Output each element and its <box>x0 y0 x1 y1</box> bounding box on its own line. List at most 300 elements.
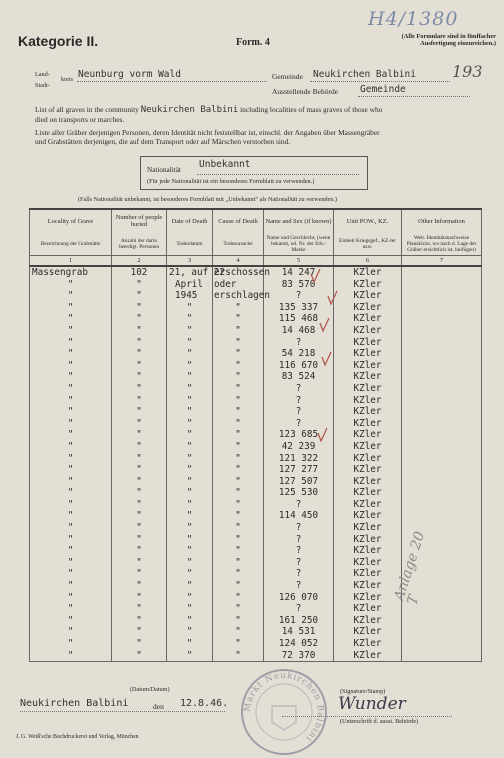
death-cause-cell: " <box>213 360 264 372</box>
other-info-cell <box>402 464 482 476</box>
buried-count-cell: " <box>112 615 167 627</box>
column-header-en: Unit POW., KZ. <box>334 209 402 232</box>
other-info-cell <box>402 371 482 383</box>
buried-count-cell: " <box>112 279 167 291</box>
death-date-cell: " <box>167 441 213 453</box>
land-label: Land- <box>35 71 50 78</box>
grave-locality-cell: " <box>30 383 112 395</box>
column-number: 2 <box>112 256 167 267</box>
buried-count-cell: " <box>112 592 167 604</box>
unit-cell: KZler <box>334 418 402 430</box>
death-date-cell: " <box>167 371 213 383</box>
grave-locality-cell: " <box>30 615 112 627</box>
footer-date: 12.8.46. <box>180 698 229 709</box>
red-check-mark <box>328 291 337 304</box>
death-date-cell: " <box>167 557 213 569</box>
unit-cell: KZler <box>334 325 402 337</box>
unit-cell: KZler <box>334 626 402 638</box>
death-date-cell: April <box>167 279 213 291</box>
unit-cell: KZler <box>334 395 402 407</box>
grave-locality-cell: " <box>30 487 112 499</box>
other-info-cell <box>402 348 482 360</box>
name-sex-cell: ? <box>264 406 334 418</box>
grave-locality-cell: " <box>30 395 112 407</box>
name-sex-cell: ? <box>264 557 334 569</box>
grave-locality-cell: " <box>30 626 112 638</box>
death-date-cell: " <box>167 360 213 372</box>
grave-locality-cell: " <box>30 313 112 325</box>
death-date-cell: " <box>167 337 213 349</box>
unit-cell: KZler <box>334 337 402 349</box>
grave-locality-cell: " <box>30 510 112 522</box>
name-sex-cell: 83 570 <box>264 279 334 291</box>
other-info-cell <box>402 279 482 291</box>
name-sex-cell: ? <box>264 499 334 511</box>
unit-cell: KZler <box>334 592 402 604</box>
buried-count-cell: " <box>112 534 167 546</box>
unit-cell: KZler <box>334 360 402 372</box>
name-sex-cell: 124 052 <box>264 638 334 650</box>
name-sex-cell: 14 531 <box>264 626 334 638</box>
buried-count-cell: " <box>112 406 167 418</box>
death-date-cell: " <box>167 499 213 511</box>
death-date-cell: " <box>167 545 213 557</box>
grave-locality-cell: " <box>30 476 112 488</box>
unit-cell: KZler <box>334 348 402 360</box>
grave-locality-cell: " <box>30 360 112 372</box>
name-sex-cell: ? <box>264 568 334 580</box>
column-header-en: Date of Death <box>167 209 213 232</box>
buried-count-cell: " <box>112 360 167 372</box>
buried-count-cell: " <box>112 429 167 441</box>
column-number: 5 <box>264 256 334 267</box>
buried-count-cell: " <box>112 418 167 430</box>
death-date-cell: " <box>167 464 213 476</box>
unit-cell: KZler <box>334 313 402 325</box>
unit-cell: KZler <box>334 603 402 615</box>
buried-count-cell: " <box>112 557 167 569</box>
name-sex-cell: 14 247 <box>264 266 334 279</box>
grave-locality-cell: " <box>30 545 112 557</box>
name-sex-cell: 83 524 <box>264 371 334 383</box>
grave-locality-cell: " <box>30 348 112 360</box>
death-cause-cell: oder <box>213 279 264 291</box>
grave-locality-cell: " <box>30 337 112 349</box>
other-info-cell <box>402 638 482 650</box>
grave-locality-cell: " <box>30 580 112 592</box>
kreis-line <box>77 81 267 82</box>
grave-locality-cell: " <box>30 453 112 465</box>
column-number: 1 <box>30 256 112 267</box>
footer-signed-label: (Unterschrift d. ausst. Behörde) <box>340 718 419 725</box>
table-row <box>30 337 482 349</box>
column-header-de: Todesdatum <box>167 232 213 256</box>
buried-count-cell: " <box>112 522 167 534</box>
column-header-en: Cause of Death <box>213 209 264 232</box>
unit-cell: KZler <box>334 383 402 395</box>
name-sex-cell: ? <box>264 534 334 546</box>
death-cause-cell: " <box>213 325 264 337</box>
death-cause-cell: " <box>213 476 264 488</box>
unit-cell: KZler <box>334 487 402 499</box>
other-info-cell <box>402 313 482 325</box>
death-cause-cell: " <box>213 534 264 546</box>
name-sex-cell: 114 450 <box>264 510 334 522</box>
table-row <box>30 453 482 465</box>
copy-note <box>344 33 496 47</box>
column-header-de: Anzahl der darin beerdigt. Personen <box>112 232 167 256</box>
name-sex-cell: 54 218 <box>264 348 334 360</box>
nationality-label: Nationalität <box>147 166 181 174</box>
death-cause-cell: " <box>213 522 264 534</box>
grave-locality-cell: " <box>30 441 112 453</box>
buried-count-cell: " <box>112 638 167 650</box>
other-info-cell <box>402 441 482 453</box>
death-cause-cell: " <box>213 429 264 441</box>
table-row <box>30 615 482 627</box>
intro-english <box>35 105 382 124</box>
table-row <box>30 650 482 662</box>
footer-signature-label: (Signature/Stamp) <box>340 688 386 695</box>
name-sex-cell: ? <box>264 337 334 349</box>
name-sex-cell: ? <box>264 383 334 395</box>
other-info-cell <box>402 429 482 441</box>
grave-locality-cell: " <box>30 592 112 604</box>
stadt-label: Stadt- <box>35 82 50 89</box>
column-header-en: Other Information <box>402 209 482 232</box>
unit-cell: KZler <box>334 290 402 302</box>
death-cause-cell: " <box>213 510 264 522</box>
gemeinde-value: Neukirchen Balbini <box>313 69 416 80</box>
intro-german-line2: und Grabstätten derjenigen, die auf dem Transport oder auf Märschen verstorben sind. <box>35 137 291 146</box>
column-header-en: Locality of Grave <box>30 209 112 232</box>
nationality-box <box>140 156 368 190</box>
grave-locality-cell: " <box>30 464 112 476</box>
kreis-label: kreis <box>61 76 74 83</box>
grave-locality-cell: " <box>30 406 112 418</box>
grave-locality-cell: " <box>30 290 112 302</box>
other-info-cell <box>402 499 482 511</box>
intro-german <box>35 128 380 146</box>
footer-date-label: (Datum/Datum) <box>130 686 170 693</box>
name-sex-cell: ? <box>264 580 334 592</box>
death-date-cell: " <box>167 383 213 395</box>
death-date-cell: " <box>167 325 213 337</box>
grave-locality-cell: " <box>30 499 112 511</box>
death-cause-cell: " <box>213 406 264 418</box>
name-sex-cell: 42 239 <box>264 441 334 453</box>
name-sex-cell: 115 468 <box>264 313 334 325</box>
other-info-cell <box>402 476 482 488</box>
buried-count-cell: " <box>112 302 167 314</box>
column-number: 7 <box>402 256 482 267</box>
other-info-cell <box>402 487 482 499</box>
death-date-cell: " <box>167 568 213 580</box>
grave-locality-cell: " <box>30 603 112 615</box>
table-row <box>30 290 482 302</box>
death-cause-cell: " <box>213 453 264 465</box>
grave-locality-cell: " <box>30 522 112 534</box>
death-cause-cell: " <box>213 650 264 662</box>
death-date-cell: " <box>167 603 213 615</box>
buried-count-cell: " <box>112 313 167 325</box>
death-date-cell: " <box>167 406 213 418</box>
death-date-cell: " <box>167 580 213 592</box>
intro-german-line1: Liste aller Gräber derjenigen Personen, deren Identität nicht feststellbar ist, einschl. der Angaben über Massengräber <box>35 128 380 137</box>
table-row <box>30 429 482 441</box>
unit-cell: KZler <box>334 568 402 580</box>
intro-english-after: including localities of mass graves of those who <box>240 105 383 114</box>
copy-note-line2: Ausfertigung einzureichen.) <box>420 40 496 47</box>
other-info-cell <box>402 406 482 418</box>
unit-cell: KZler <box>334 453 402 465</box>
buried-count-cell: " <box>112 464 167 476</box>
unit-cell: KZler <box>334 615 402 627</box>
grave-locality-cell: " <box>30 650 112 662</box>
unit-cell: KZler <box>334 499 402 511</box>
unit-cell: KZler <box>334 638 402 650</box>
intro-english-place: Neukirchen Balbini <box>140 105 239 115</box>
death-date-cell: " <box>167 510 213 522</box>
other-info-cell <box>402 302 482 314</box>
table-row <box>30 325 482 337</box>
death-date-cell: " <box>167 476 213 488</box>
grave-locality-cell: " <box>30 429 112 441</box>
other-info-cell <box>402 453 482 465</box>
table-row <box>30 266 482 279</box>
buried-count-cell: " <box>112 337 167 349</box>
intro-english-line2: died on transports or marches. <box>35 115 125 124</box>
behoerde-line <box>358 96 470 97</box>
name-sex-cell: ? <box>264 545 334 557</box>
buried-count-cell: " <box>112 650 167 662</box>
other-info-cell <box>402 615 482 627</box>
red-check-mark <box>311 269 320 282</box>
column-header-en: Name and Sex (if known) <box>264 209 334 232</box>
name-sex-cell: ? <box>264 418 334 430</box>
death-cause-cell: " <box>213 418 264 430</box>
intro-english-before: List of all graves in the community <box>35 105 139 114</box>
unit-cell: KZler <box>334 441 402 453</box>
death-cause-cell: " <box>213 487 264 499</box>
death-date-cell: " <box>167 592 213 604</box>
behoerde-value: Gemeinde <box>360 84 406 95</box>
grave-locality-cell: Massengrab <box>30 266 112 279</box>
grave-locality-cell: " <box>30 325 112 337</box>
death-cause-cell: " <box>213 464 264 476</box>
other-info-cell <box>402 418 482 430</box>
signature: Wunder <box>338 694 406 714</box>
unit-cell: KZler <box>334 371 402 383</box>
death-date-cell: " <box>167 395 213 407</box>
column-number: 4 <box>213 256 264 267</box>
death-cause-cell: erschlagen <box>214 290 270 302</box>
grave-locality-cell: " <box>30 638 112 650</box>
buried-count-cell: " <box>112 499 167 511</box>
buried-count-cell: " <box>112 383 167 395</box>
death-cause-cell: " <box>213 638 264 650</box>
name-sex-cell: 127 507 <box>264 476 334 488</box>
grave-locality-cell: " <box>30 279 112 291</box>
red-check-marks <box>300 266 340 456</box>
buried-count-cell: " <box>112 441 167 453</box>
other-info-cell <box>402 626 482 638</box>
death-cause-cell: " <box>213 441 264 453</box>
stamp-emblem <box>272 706 296 730</box>
death-date-cell: " <box>167 534 213 546</box>
unknown-nationality-note: (Falls Nationalität unbekannt, ist besonderes Formblatt mit „Unbekannt“ als Nationalität zu verwenden.) <box>78 196 337 203</box>
unit-cell: KZler <box>334 557 402 569</box>
unit-cell: KZler <box>334 429 402 441</box>
unit-cell: KZler <box>334 510 402 522</box>
buried-count-cell: " <box>112 453 167 465</box>
death-cause-cell: " <box>213 557 264 569</box>
column-header-en: Number of people buried <box>112 209 167 232</box>
other-info-cell <box>402 290 482 302</box>
table-row <box>30 441 482 453</box>
name-sex-cell: 123 685 <box>264 429 334 441</box>
buried-count-cell: " <box>112 580 167 592</box>
gemeinde-line <box>310 81 450 82</box>
other-info-cell <box>402 266 482 279</box>
table-row <box>30 302 482 314</box>
grave-locality-cell: " <box>30 418 112 430</box>
table-row <box>30 360 482 372</box>
official-stamp <box>238 666 330 758</box>
name-sex-cell: 72 370 <box>264 650 334 662</box>
death-date-cell: 1945 <box>167 290 213 302</box>
death-cause-cell: " <box>213 592 264 604</box>
death-cause-cell: " <box>213 371 264 383</box>
death-cause-cell: " <box>213 383 264 395</box>
unit-cell: KZler <box>334 476 402 488</box>
handwritten-reference: H4/1380 <box>368 8 459 30</box>
death-date-cell: " <box>167 487 213 499</box>
death-date-cell: " <box>167 418 213 430</box>
red-check-mark <box>320 318 329 331</box>
death-date-cell: " <box>167 313 213 325</box>
buried-count-cell: " <box>112 487 167 499</box>
unit-cell: KZler <box>334 279 402 291</box>
footer-place: Neukirchen Balbini <box>20 698 129 709</box>
buried-count-cell: " <box>112 545 167 557</box>
name-sex-cell: 125 530 <box>264 487 334 499</box>
footer-den: den <box>153 702 164 711</box>
name-sex-cell: ? <box>264 522 334 534</box>
table-row <box>30 348 482 360</box>
nationality-line <box>197 174 359 175</box>
buried-count-cell: " <box>112 371 167 383</box>
column-number: 6 <box>334 256 402 267</box>
column-number: 3 <box>167 256 213 267</box>
table-row <box>30 279 482 291</box>
name-sex-cell: 126 070 <box>264 592 334 604</box>
buried-count-cell: " <box>112 603 167 615</box>
footer-date-line <box>20 711 225 712</box>
grave-locality-cell: " <box>30 371 112 383</box>
buried-count-cell: " <box>112 568 167 580</box>
death-cause-cell: " <box>213 302 264 314</box>
grave-locality-cell: " <box>30 557 112 569</box>
death-cause-cell: " <box>213 337 264 349</box>
death-date-cell: " <box>167 615 213 627</box>
table-row <box>30 476 482 488</box>
death-date-cell: " <box>167 626 213 638</box>
name-sex-cell: 161 250 <box>264 615 334 627</box>
unit-cell: KZler <box>334 522 402 534</box>
death-date-cell: " <box>167 302 213 314</box>
unit-cell: KZler <box>334 406 402 418</box>
name-sex-cell: ? <box>264 603 334 615</box>
printer-imprint: J. G. Weiß'sche Buchdruckerei und Verlag, München <box>16 734 139 740</box>
stamp-text: Markt Neukirchen Balbini <box>242 670 326 744</box>
other-info-cell <box>402 395 482 407</box>
death-date-cell: " <box>167 453 213 465</box>
category-title: Kategorie II. <box>18 33 99 49</box>
behoerde-label: Ausstellende Behörde <box>272 87 339 96</box>
table-row <box>30 395 482 407</box>
nationality-value: Unbekannt <box>199 159 251 170</box>
copy-note-line1: (Alle Formulare sind in fünffacher <box>401 33 496 40</box>
death-date-cell: " <box>167 429 213 441</box>
buried-count-cell: " <box>112 290 167 302</box>
column-header-de: Weit. Identitätsnachweise Planskizze, wo nach d. Lage der Gräber ersichtlich ist, beifügen) <box>402 232 482 256</box>
red-check-mark <box>322 352 331 365</box>
death-cause-cell: " <box>213 626 264 638</box>
death-cause-cell: erschossen <box>214 267 270 278</box>
table-row <box>30 313 482 325</box>
name-sex-cell: 116 670 <box>264 360 334 372</box>
column-header-de: Einheit Kriegsgef., KZ-ler usw. <box>334 232 402 256</box>
death-date-cell: " <box>167 650 213 662</box>
buried-count-cell: " <box>112 626 167 638</box>
death-cause-cell: " <box>213 545 264 557</box>
table-row <box>30 499 482 511</box>
unit-cell: KZler <box>334 464 402 476</box>
death-cause-cell: " <box>213 568 264 580</box>
gemeinde-label: Gemeinde <box>272 72 303 81</box>
name-sex-cell: ? <box>264 395 334 407</box>
name-sex-cell: 121 322 <box>264 453 334 465</box>
other-info-cell <box>402 650 482 662</box>
buried-count-cell: " <box>112 348 167 360</box>
unit-cell: KZler <box>334 580 402 592</box>
death-cause-cell: " <box>213 348 264 360</box>
table-row <box>30 638 482 650</box>
death-date-cell: " <box>167 638 213 650</box>
death-cause-cell: " <box>213 395 264 407</box>
form-number: Form. 4 <box>236 37 270 48</box>
name-sex-cell: ? <box>264 290 334 302</box>
column-header-de: Name und Geschlecht, (wenn bekannt, od. Nr. der Erk.-Marke <box>264 232 334 256</box>
unit-cell: KZler <box>334 534 402 546</box>
margin-number: 193 <box>452 62 483 81</box>
name-sex-cell: 127 277 <box>264 464 334 476</box>
table-row <box>30 487 482 499</box>
buried-count-cell: " <box>112 395 167 407</box>
unit-cell: KZler <box>334 650 402 662</box>
table-row <box>30 464 482 476</box>
other-info-cell <box>402 360 482 372</box>
column-header-de: Todesursache <box>213 232 264 256</box>
buried-count-cell: " <box>112 476 167 488</box>
name-sex-cell: 135 337 <box>264 302 334 314</box>
table-row <box>30 406 482 418</box>
death-cause-cell: " <box>213 580 264 592</box>
grave-locality-cell: " <box>30 568 112 580</box>
buried-count-cell: " <box>112 510 167 522</box>
table-row <box>30 626 482 638</box>
